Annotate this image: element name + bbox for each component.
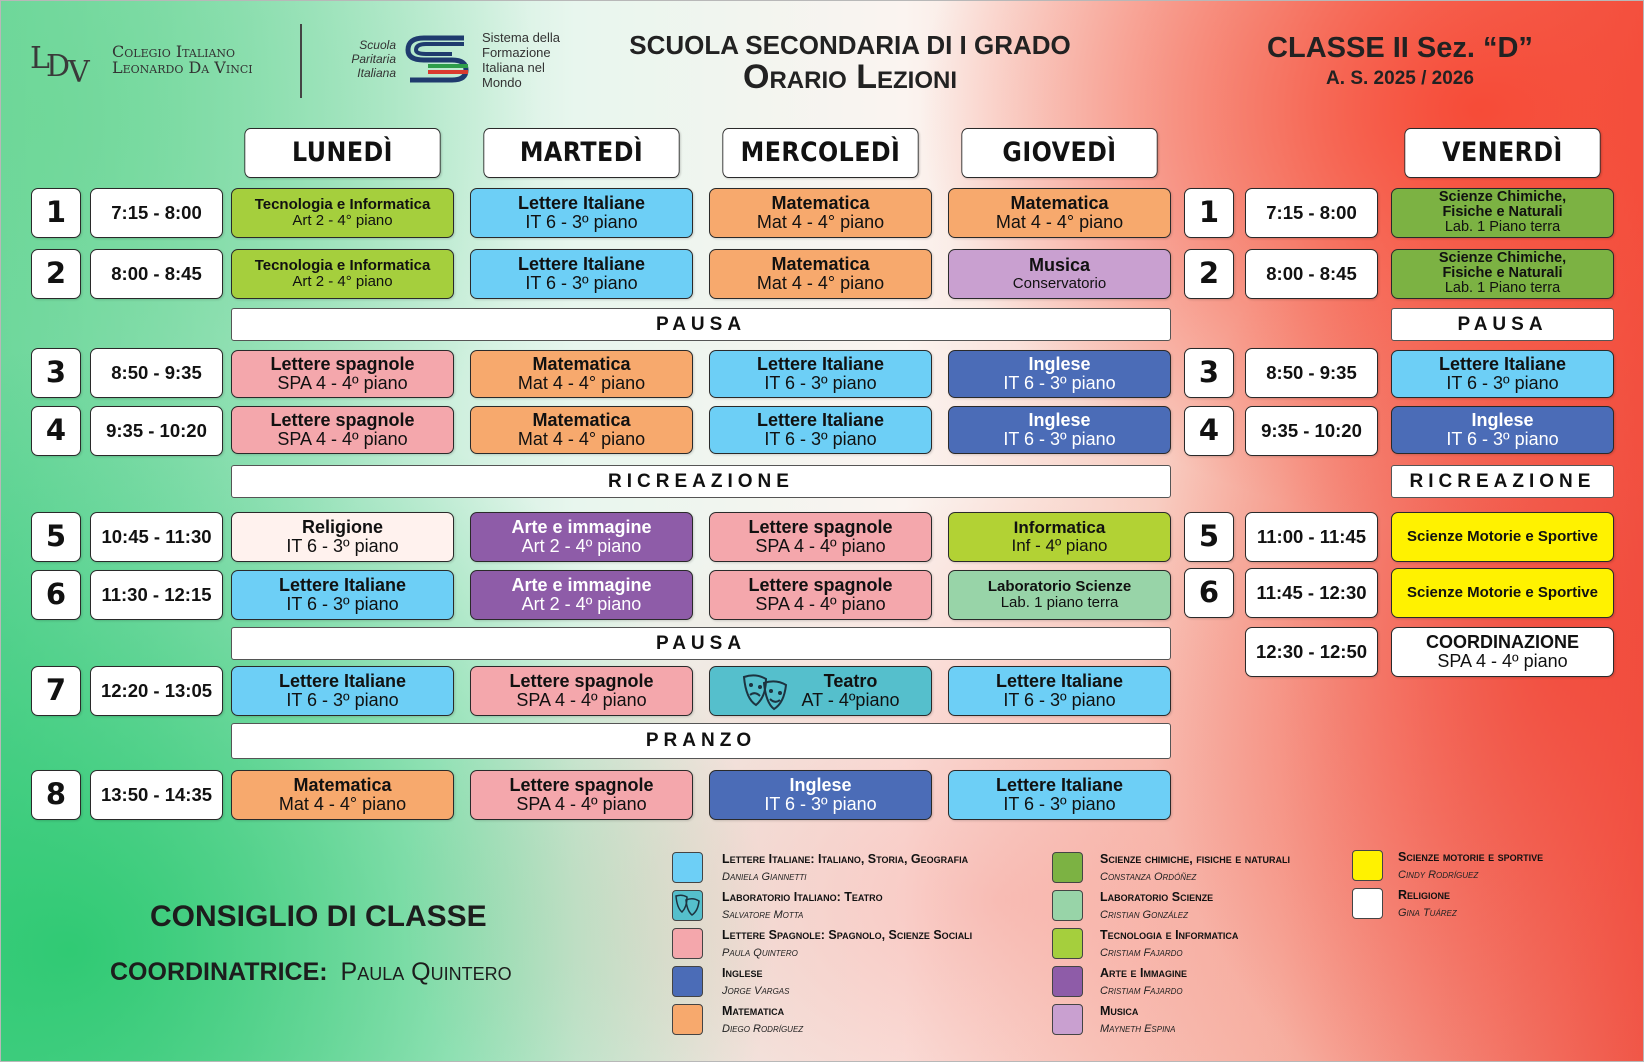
legend-person: Constanza Ordóñez [1100, 871, 1197, 883]
slot-number: 2 [1184, 249, 1234, 299]
lesson-cell: Matematica Mat 4 - 4° piano [470, 350, 693, 398]
slot-number: 5 [1184, 512, 1234, 562]
header-divider [300, 24, 302, 98]
lesson-cell: Inglese IT 6 - 3º piano [948, 350, 1171, 398]
legend-swatch [672, 966, 703, 997]
legend-title: Inglese [722, 966, 763, 980]
lesson-cell: Lettere Italiane IT 6 - 3º piano [1391, 350, 1614, 398]
slot-time: 9:35 - 10:20 [1245, 406, 1378, 456]
slot-number: 1 [31, 188, 81, 238]
lesson-cell: Arte e immagine Art 2 - 4º piano [470, 512, 693, 562]
legend-person: Mayneth Espina [1100, 1023, 1176, 1035]
coordinatrice-name: Paula Quintero [340, 958, 512, 986]
legend-person: Daniela Giannetti [722, 871, 807, 883]
lesson-cell: Lettere Italiane IT 6 - 3º piano [948, 666, 1171, 716]
lesson-cell: Lettere Italiane IT 6 - 3º piano [709, 406, 932, 454]
slot-time: 11:30 - 12:15 [90, 570, 223, 620]
slot-number: 1 [1184, 188, 1234, 238]
lesson-cell: Tecnologia e Informatica Art 2 - 4° piano [231, 188, 454, 238]
sistema-formazione-text: Sistema della Formazione Italiana nel Mondo [482, 30, 561, 90]
lesson-cell: Scienze Motorie e Sportive [1391, 568, 1614, 618]
lesson-cell: Scienze Motorie e Sportive [1391, 512, 1614, 562]
lesson-cell: Inglese IT 6 - 3º piano [948, 406, 1171, 454]
slot-time: 7:15 - 8:00 [1245, 188, 1378, 238]
break-bar-ricreazione: RICREAZIONE [231, 465, 1171, 498]
legend-title: Laboratorio Scienze [1100, 890, 1214, 904]
legend-title: Scienze chimiche, fisiche e naturali [1100, 852, 1291, 866]
slot-number: 5 [31, 512, 81, 562]
slot-time: 8:00 - 8:45 [90, 249, 223, 299]
day-header-venerdi: VENERDÌ [1404, 128, 1600, 178]
lesson-cell: Lettere Italiane IT 6 - 3º piano [231, 666, 454, 716]
legend-person: Jorge Vargas [722, 985, 790, 997]
slot-number: 4 [1184, 406, 1234, 456]
legend-swatch [1052, 852, 1083, 883]
slot-time: 13:50 - 14:35 [90, 770, 223, 820]
legend-swatch [672, 890, 703, 921]
legend-swatch [1352, 850, 1383, 881]
lesson-cell: Musica Conservatorio [948, 249, 1171, 299]
lesson-cell: Matematica Mat 4 - 4° piano [948, 188, 1171, 238]
slot-number: 6 [31, 570, 81, 620]
day-header-martedi: MARTEDÌ [483, 128, 679, 178]
slot-number: 3 [31, 348, 81, 398]
lesson-cell: Inglese IT 6 - 3º piano [709, 770, 932, 820]
slot-number: 2 [31, 249, 81, 299]
lesson-cell: Lettere spagnole SPA 4 - 4º piano [231, 406, 454, 454]
legend-person: Salvatore Motta [722, 909, 804, 921]
legend-person: Cristiam Fajardo [1100, 947, 1183, 959]
lesson-cell: Lettere Italiane IT 6 - 3º piano [470, 188, 693, 238]
consiglio-title: CONSIGLIO DI CLASSE [150, 900, 487, 933]
legend-swatch [1052, 966, 1083, 997]
legend-swatch [1052, 928, 1083, 959]
lesson-cell: Matematica Mat 4 - 4° piano [709, 249, 932, 299]
legend-swatch [672, 852, 703, 883]
lesson-cell: Inglese IT 6 - 3º piano [1391, 406, 1614, 454]
slot-time: 9:35 - 10:20 [90, 406, 223, 456]
legend-swatch [1052, 1004, 1083, 1035]
lesson-cell: Scienze Chimiche, Fisiche e Naturali Lab. 1 Piano terra [1391, 249, 1614, 299]
lesson-cell: Lettere spagnole SPA 4 - 4º piano [709, 512, 932, 562]
lesson-cell: Matematica Mat 4 - 4° piano [470, 406, 693, 454]
legend-person: Cristian González [1100, 909, 1189, 921]
legend-title: Lettere Italiane: Italiano, Storia, Geografia [722, 852, 969, 866]
slot-time: 10:45 - 11:30 [90, 512, 223, 562]
page-subtitle: Orario Lezioni [743, 58, 957, 96]
lesson-cell: Matematica Mat 4 - 4° piano [709, 188, 932, 238]
scuola-paritaria-text: Scuola Paritaria Italiana [351, 38, 396, 80]
lesson-cell: Lettere Italiane IT 6 - 3º piano [470, 249, 693, 299]
slot-time: 12:20 - 13:05 [90, 666, 223, 716]
sistema-logo-icon [402, 32, 474, 86]
lesson-cell: Lettere spagnole SPA 4 - 4º piano [231, 350, 454, 398]
legend-swatch [672, 928, 703, 959]
day-header-mercoledi: MERCOLEDÌ [722, 128, 918, 178]
class-title: CLASSE II Sez. “D” [1267, 32, 1533, 64]
slot-number: 3 [1184, 348, 1234, 398]
lesson-cell: Scienze Chimiche, Fisiche e Naturali Lab. 1 Piano terra [1391, 188, 1614, 238]
legend-swatch [1352, 888, 1383, 919]
legend-title: Religione [1398, 888, 1451, 902]
lesson-cell: Lettere Italiane IT 6 - 3º piano [231, 570, 454, 620]
day-header-lunedi: LUNEDÌ [244, 128, 440, 178]
slot-number: 4 [31, 406, 81, 456]
legend-title: Lettere Spagnole: Spagnolo, Scienze Sociali [722, 928, 973, 942]
lesson-cell: Matematica Mat 4 - 4° piano [231, 770, 454, 820]
legend-person: Diego Rodríguez [722, 1023, 804, 1035]
slot-time: 8:00 - 8:45 [1245, 249, 1378, 299]
ldv-logo [28, 30, 96, 86]
theater-masks-icon [673, 891, 702, 920]
svg-text:L: L [30, 41, 50, 76]
lesson-cell: Lettere spagnole SPA 4 - 4º piano [470, 666, 693, 716]
coordinatrice-label: COORDINATRICE: [110, 958, 328, 986]
break-bar-pausa: PAUSA [231, 627, 1171, 660]
slot-time: 8:50 - 9:35 [1245, 348, 1378, 398]
lesson-cell: COORDINAZIONE SPA 4 - 4º piano [1391, 627, 1614, 677]
legend-swatch [1052, 890, 1083, 921]
slot-time: 11:00 - 11:45 [1245, 512, 1378, 562]
lesson-cell: Lettere Italiane IT 6 - 3º piano [948, 770, 1171, 820]
school-name: Colegio Italiano Leonardo Da Vinci [112, 42, 253, 77]
legend-title: Arte e Immagine [1100, 966, 1187, 980]
legend-title: Musica [1100, 1004, 1139, 1018]
page-title: SCUOLA SECONDARIA DI I GRADO [629, 30, 1071, 60]
break-bar-ricreazione: RICREAZIONE [1391, 465, 1614, 498]
lesson-cell: Tecnologia e Informatica Art 2 - 4° piano [231, 249, 454, 299]
legend-title: Tecnologia e Informatica [1100, 928, 1239, 942]
slot-time: 7:15 - 8:00 [90, 188, 223, 238]
lesson-cell: Arte e immagine Art 2 - 4º piano [470, 570, 693, 620]
lesson-cell: Lettere spagnole SPA 4 - 4º piano [709, 570, 932, 620]
theater-masks-icon [740, 671, 790, 717]
day-header-giovedi: GIOVEDÌ [961, 128, 1157, 178]
school-year: A. S. 2025 / 2026 [1326, 68, 1474, 89]
coordinatrice [110, 958, 512, 987]
svg-text:D: D [46, 49, 71, 84]
lesson-cell: Informatica Inf - 4º piano [948, 512, 1171, 562]
legend-title: Scienze motorie e sportive [1398, 850, 1544, 864]
legend-swatch [672, 1004, 703, 1035]
legend-title: Laboratorio Italiano: Teatro [722, 890, 883, 904]
slot-number: 6 [1184, 568, 1234, 618]
legend-title: Matematica [722, 1004, 785, 1018]
legend-person: Cindy Rodríguez [1398, 869, 1479, 881]
lesson-cell: Laboratorio Scienze Lab. 1 piano terra [948, 570, 1171, 620]
slot-number: 7 [31, 666, 81, 716]
break-bar-pausa: PAUSA [1391, 308, 1614, 341]
legend-person: Paula Quintero [722, 947, 798, 959]
legend-person: Gina Tuárez [1398, 907, 1457, 919]
break-bar-pranzo: PRANZO [231, 723, 1171, 759]
lesson-cell: Lettere Italiane IT 6 - 3º piano [709, 350, 932, 398]
lesson-cell: Religione IT 6 - 3º piano [231, 512, 454, 562]
lesson-cell-teatro: Teatro AT - 4ºpiano [709, 666, 932, 716]
lesson-cell: Lettere spagnole SPA 4 - 4º piano [470, 770, 693, 820]
legend-person: Cristiam Fajardo [1100, 985, 1183, 997]
slot-time: 11:45 - 12:30 [1245, 568, 1378, 618]
svg-text:V: V [68, 55, 90, 86]
slot-time: 12:30 - 12:50 [1245, 627, 1378, 677]
slot-time: 8:50 - 9:35 [90, 348, 223, 398]
slot-number: 8 [31, 770, 81, 820]
break-bar-pausa: PAUSA [231, 308, 1171, 341]
